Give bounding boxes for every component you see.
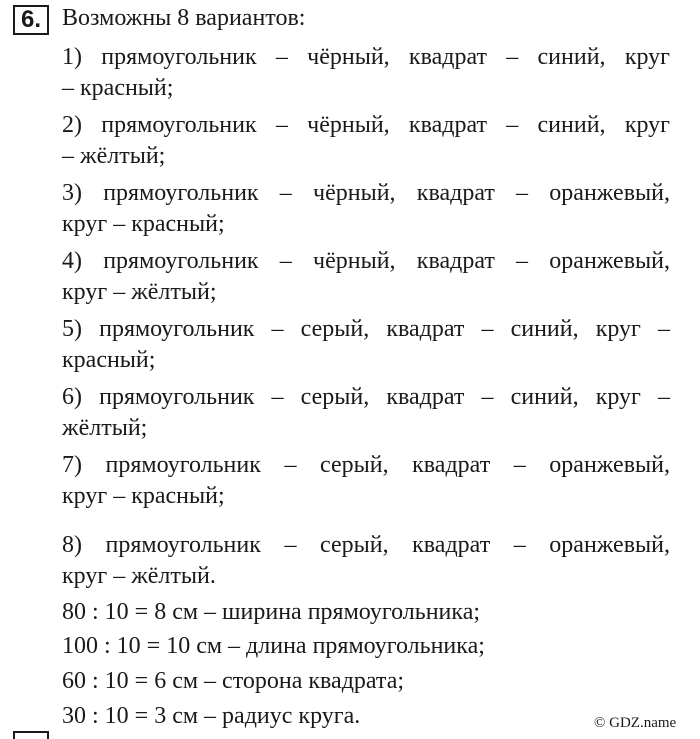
variant-2-line-1: 2) прямоугольник – чёрный, квадрат – синий, круг xyxy=(62,112,670,138)
variant-4-line-1: 4) прямоугольник – чёрный, квадрат – оранжевый, xyxy=(62,248,670,274)
variant-1-line-1: 1) прямоугольник – чёрный, квадрат – синий, круг xyxy=(62,44,670,70)
variant-7-line-1: 7) прямоугольник – серый, квадрат – оранжевый, xyxy=(62,452,670,478)
task-number-box: 6. xyxy=(13,5,49,35)
watermark: © GDZ.name xyxy=(594,715,677,731)
next-task-box-edge xyxy=(13,731,49,739)
variant-7-line-2: круг – красный; xyxy=(62,483,225,509)
variant-8-line-1: 8) прямоугольник – серый, квадрат – оранжевый, xyxy=(62,532,670,558)
calculation-length: 100 : 10 = 10 см – длина прямоугольника; xyxy=(62,633,485,659)
task-intro: Возможны 8 вариантов: xyxy=(62,5,306,31)
variant-6-line-1: 6) прямоугольник – серый, квадрат – синий, круг – xyxy=(62,384,670,410)
calculation-circle-radius: 30 : 10 = 3 см – радиус круга. xyxy=(62,703,361,729)
variant-1-line-2: – красный; xyxy=(62,75,174,101)
variant-5-line-2: красный; xyxy=(62,347,156,373)
variant-3-line-1: 3) прямоугольник – чёрный, квадрат – оранжевый, xyxy=(62,180,670,206)
calculation-width: 80 : 10 = 8 см – ширина прямоугольника; xyxy=(62,599,481,625)
variant-6-line-2: жёлтый; xyxy=(62,415,148,441)
variant-2-line-2: – жёлтый; xyxy=(62,143,166,169)
variant-5-line-1: 5) прямоугольник – серый, квадрат – синий, круг – xyxy=(62,316,670,342)
variant-8-line-2: круг – жёлтый. xyxy=(62,563,216,589)
variant-4-line-2: круг – жёлтый; xyxy=(62,279,217,305)
variant-3-line-2: круг – красный; xyxy=(62,211,225,237)
calculation-square-side: 60 : 10 = 6 см – сторона квадрата; xyxy=(62,668,405,694)
